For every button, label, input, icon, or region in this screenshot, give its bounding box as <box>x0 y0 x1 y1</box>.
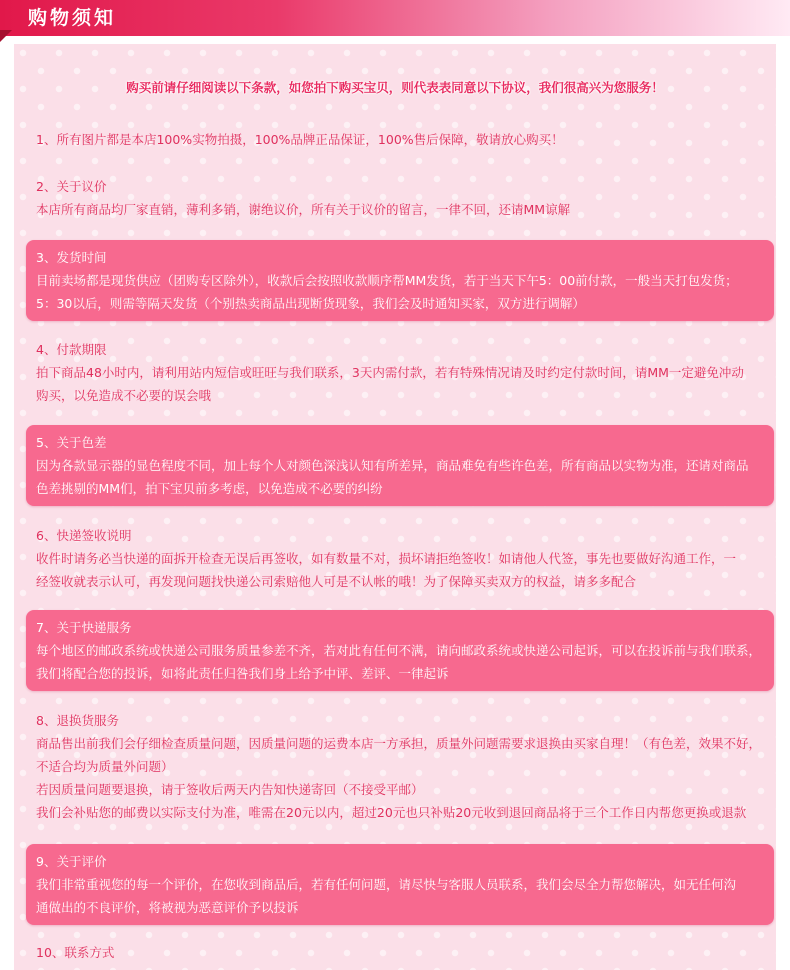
section-heading: 3、发货时间 <box>36 250 107 265</box>
section-line: 我们会补贴您的邮费以实际支付为准，唯需在20元以内，超过20元也只补贴20元收到退回商品将于三个工作日内帮您更换或退款 <box>36 805 747 820</box>
section-heading: 10、联系方式 <box>36 945 115 960</box>
section-line: 不适合均为质量外问题） <box>36 759 174 774</box>
section-heading: 8、退换货服务 <box>36 713 119 728</box>
section-line: 因为各款显示器的显色程度不同，加上每个人对颜色深浅认知有所差异，商品难免有些许色差，所有商品以实物为准，还请对商品 <box>36 458 749 473</box>
section-line: 若因质量问题要退换，请于签收后两天内告知快递寄回（不接受平邮） <box>36 782 424 797</box>
section-heading: 7、关于快递服务 <box>36 620 132 635</box>
page-title: 购物须知 <box>28 7 117 29</box>
section-heading: 9、关于评价 <box>36 854 107 869</box>
section-line: 收件时请务必当快递的面拆开检查无误后再签收，如有数量不对，损坏请拒绝签收！如请他人代签，事先也要做好沟通工作，一 <box>36 551 737 566</box>
section-5-color-difference <box>26 425 774 506</box>
section-line: 购买，以免造成不必要的误会哦 <box>36 388 212 403</box>
section-heading: 5、关于色差 <box>36 435 107 450</box>
section-1-quality <box>26 128 774 151</box>
section-3-shipping-time <box>26 240 774 321</box>
content-panel <box>14 44 776 970</box>
section-line: 5：30以后，则需等隔天发货（个别热卖商品出现断货现象，我们会及时通知买家，双方进行调解） <box>36 296 585 311</box>
notice-banner: 购买前请仔细阅读以下条款，如您拍下购买宝贝，则代表表同意以下协议，我们很高兴为您服务！ <box>126 80 664 95</box>
section-line: 拍下商品48小时内，请利用站内短信或旺旺与我们联系，3天内需付款，若有特殊情况请及时约定付款时间，请MM一定避免冲动 <box>36 365 744 380</box>
section-line: 我们非常重视您的每一个评价，在您收到商品后，若有任何问题，请尽快与客服人员联系，我们会尽全力帮您解决，如无任何沟 <box>36 877 737 892</box>
section-8-returns <box>26 709 774 824</box>
header-bar <box>0 0 790 36</box>
section-heading: 2、关于议价 <box>36 179 107 194</box>
section-line: 1、所有图片都是本店100%实物拍摄，100%品牌正品保证，100%售后保障，敬请放心购买！ <box>36 132 564 147</box>
section-line: 每个地区的邮政系统或快递公司服务质量参差不齐，若对此有任何不满，请向邮政系统或快递公司起诉，可以在投诉前与我们联系， <box>36 643 762 658</box>
section-7-courier-service <box>26 610 774 691</box>
section-line: 色差挑剔的MM们，拍下宝贝前多考虑，以免造成不必要的纠纷 <box>36 481 383 496</box>
section-line: 商品售出前我们会仔细检查质量问题，因质量问题的运费本店一方承担，质量外问题需要求退换由买家自理！（有色差，效果不好， <box>36 736 762 751</box>
section-line: 本店所有商品均厂家直销，薄利多销，谢绝议价，所有关于议价的留言，一律不回，还请MM谅解 <box>36 202 571 217</box>
section-line: 我们将配合您的投诉，如将此责任归咎我们身上给予中评、差评、一律起诉 <box>36 666 449 681</box>
section-4-payment-deadline <box>26 338 774 407</box>
section-6-delivery-signing <box>26 524 774 593</box>
section-heading: 6、快递签收说明 <box>36 528 132 543</box>
section-9-reviews <box>26 844 774 925</box>
section-line: 通做出的不良评价，将被视为恶意评价予以投诉 <box>36 900 299 915</box>
section-10-contact <box>26 941 774 964</box>
section-heading: 4、付款期限 <box>36 342 107 357</box>
section-line: 目前卖场都是现货供应（团购专区除外），收款后会按照收款顺序帮MM发货，若于当天下午5：00前付款，一般当天打包发货； <box>36 273 738 288</box>
header-ribbon-fold <box>0 30 12 42</box>
section-line: 经签收就表示认可，再发现问题找快递公司索赔他人可是不认帐的哦！为了保障买卖双方的权益，请多多配合 <box>36 574 637 589</box>
section-2-bargain <box>26 175 774 221</box>
